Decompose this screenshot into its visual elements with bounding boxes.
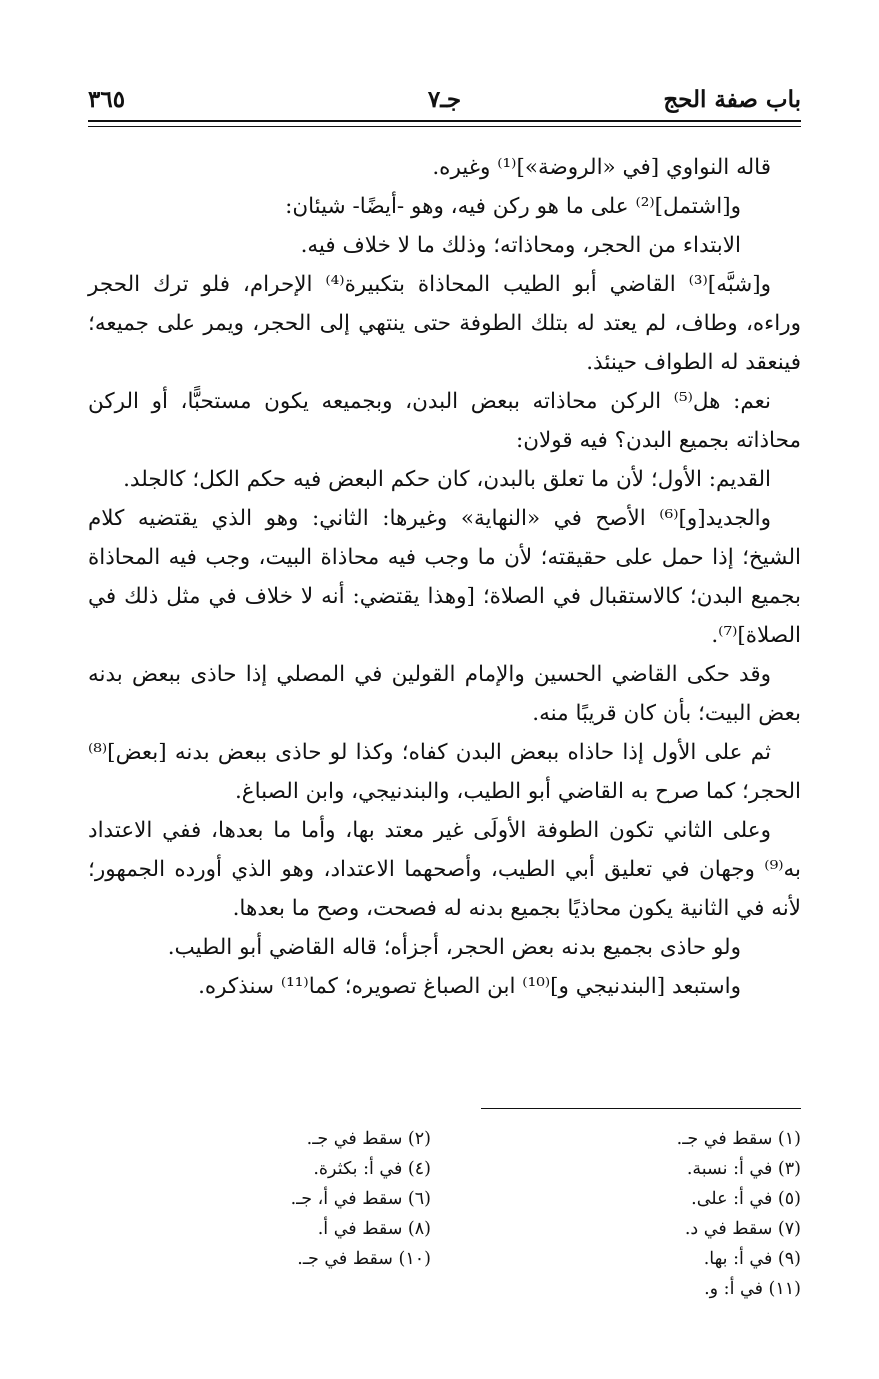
footnote-9: (٩) في أ: بها. <box>703 1249 801 1269</box>
paragraph-2: و[اشتمل]⁽²⁾ على ما هو ركن فيه، وهو -أيضًا- شيئان: <box>285 194 741 219</box>
volume-label: جـ٧ <box>427 86 462 113</box>
footnote-10: (١٠) سقط في جـ. <box>297 1249 431 1269</box>
footnote-2: (٢) سقط في جـ. <box>306 1129 431 1149</box>
footnotes-column-right <box>461 1124 801 1304</box>
page-number: ٣٦٥ <box>88 86 126 113</box>
footnote-4: (٤) في أ: بكثرة. <box>313 1159 431 1179</box>
footnote-8: (٨) سقط في أ. <box>317 1219 431 1239</box>
footnote-separator <box>481 1108 801 1109</box>
paragraph-5: نعم: هل⁽⁵⁾ الركن محاذاته ببعض البدن، وبجميعه يكون مستحبًّا، أو الركن محاذاته بجميع البدن؟ فيه قولان: <box>88 389 801 453</box>
header-rule-thick <box>88 120 801 122</box>
footnotes-column-left <box>91 1124 431 1274</box>
footnote-6: (٦) سقط في أ، جـ. <box>290 1189 431 1209</box>
paragraph-12: واستبعد [البندنيجي و]⁽¹⁰⁾ ابن الصباغ تصويره؛ كما⁽¹¹⁾ سنذكره. <box>198 974 741 999</box>
header-rule-thin <box>88 126 801 127</box>
main-text <box>88 148 801 1006</box>
footnote-7: (٧) سقط في د. <box>684 1219 801 1239</box>
paragraph-8: وقد حكى القاضي الحسين والإمام القولين في المصلي إذا حاذى ببعض بدنه بعض البيت؛ بأن كان قريبًا منه. <box>88 662 801 726</box>
page-header <box>88 80 801 120</box>
paragraph-7: والجديد[و]⁽⁶⁾ الأصح في «النهاية» وغيرها: الثاني: وهو الذي يقتضيه كلام الشيخ؛ إذا حمل على حقيقته؛ لأن ما وجب فيه محاذاة البيت، وجب فيه المحاذاة بجميع البدن؛ كالاستقبال في الصلاة؛ [وهذا يقتضي: أنه لا خلاف في مثل ذلك في الصلاة]⁽⁷⁾. <box>88 506 801 648</box>
paragraph-3: الابتداء من الحجر، ومحاذاته؛ وذلك ما لا خلاف فيه. <box>300 233 741 258</box>
paragraph-10: وعلى الثاني تكون الطوفة الأولَى غير معتد بها، وأما ما بعدها، ففي الاعتداد به⁽⁹⁾ وجهان في تعليق أبي الطيب، وأصحهما الاعتداد، وهو الذي أورده الجمهور؛ لأنه في الثانية يكون محاذيًا بجميع بدنه له فصحت، وصح ما بعدها. <box>88 818 801 921</box>
paragraph-1: قاله النواوي [في «الروضة»]⁽¹⁾ وغيره. <box>432 155 771 180</box>
paragraph-4: و[شبَّه]⁽³⁾ القاضي أبو الطيب المحاذاة بتكبيرة⁽⁴⁾ الإحرام، فلو ترك الحجر وراءه، وطاف، لم يعتد له بتلك الطوفة حتى ينتهي إلى الحجر، ويمر على جميعه؛ فينعقد له الطواف حينئذ. <box>88 272 801 375</box>
footnote-11: (١١) في أ: و. <box>704 1279 801 1299</box>
footnote-5: (٥) في أ: على. <box>691 1189 801 1209</box>
footnote-3: (٣) في أ: نسبة. <box>686 1159 801 1179</box>
section-title: باب صفة الحج <box>663 86 801 113</box>
paragraph-9: ثم على الأول إذا حاذاه ببعض البدن كفاه؛ وكذا لو حاذى ببعض بدنه [بعض]⁽⁸⁾ الحجر؛ كما صرح به القاضي أبو الطيب، والبندنيجي، وابن الصباغ. <box>88 740 801 804</box>
paragraph-6: القديم: الأول؛ لأن ما تعلق بالبدن، كان حكم البعض فيه حكم الكل؛ كالجلد. <box>123 467 771 492</box>
footnote-1: (١) سقط في جـ. <box>676 1129 801 1149</box>
paragraph-11: ولو حاذى بجميع بدنه بعض الحجر، أجزأه؛ قاله القاضي أبو الطيب. <box>167 935 741 960</box>
